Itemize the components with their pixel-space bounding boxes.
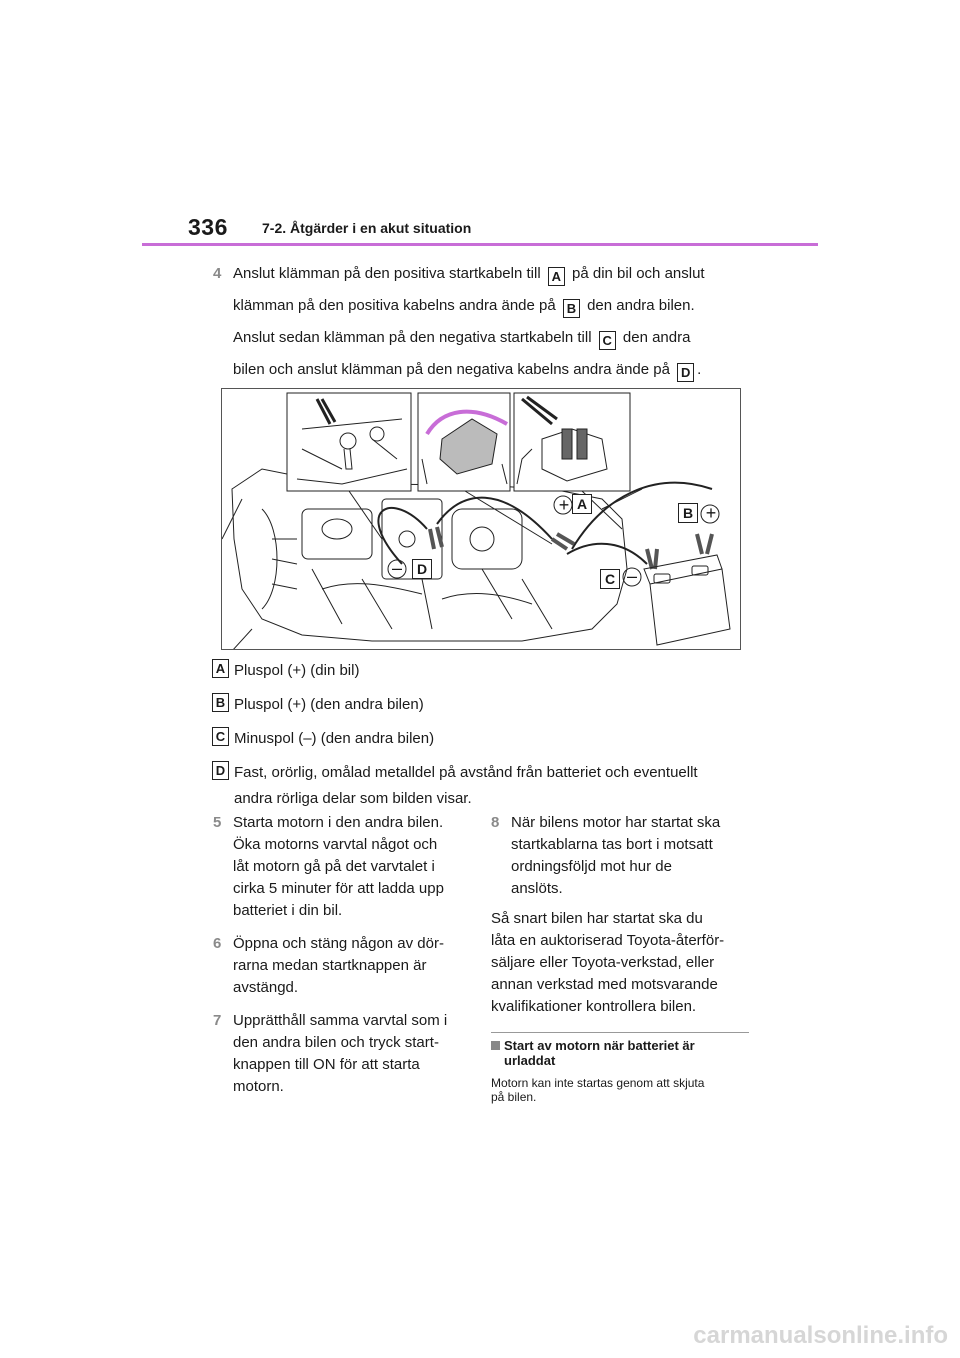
- step-number: 4: [213, 265, 222, 282]
- inspection-paragraph: Så snart bilen har startat ska du låta en auktoriserad Toyota-återför- säljare eller Toyota-verkstad, eller annan verkstad med motsvarande kvalifikationer kontrollera bilen.: [491, 910, 725, 1015]
- badge-c: C: [599, 331, 616, 350]
- section-title: 7-2. Åtgärder i en akut situation: [262, 220, 472, 236]
- right-column: [491, 812, 761, 911]
- legend-b: B Pluspol (+) (den andra bilen): [212, 692, 772, 718]
- step-5: 5 Starta motorn i den andra bilen. Öka motorns varvtal något och låt motorn gå på det varvtalet i cirka 5 minuter för att ladda upp batteriet i din bil.: [213, 814, 444, 919]
- minus-symbol-c: –: [626, 566, 637, 586]
- step-7: 7 Upprätthåll samma varvtal som i den andra bilen och tryck start- knappen till ON för att starta motorn.: [213, 1012, 448, 1095]
- jump-start-illustration: [221, 388, 741, 650]
- figure-badge-b: B: [678, 503, 698, 523]
- badge-b: B: [212, 693, 229, 712]
- badge-a: A: [212, 659, 229, 678]
- badge-d: D: [212, 761, 229, 780]
- badge-a: A: [548, 267, 565, 286]
- figure-badge-a: A: [572, 494, 592, 514]
- figure-badge-d: D: [412, 559, 432, 579]
- step-8: 8 När bilens motor har startat ska startkablarna tas bort i motsatt ordningsföljd mot hur de anslöts.: [491, 814, 721, 897]
- square-bullet-icon: [491, 1041, 500, 1050]
- badge-b: B: [563, 299, 580, 318]
- watermark: carmanualsonline.info: [693, 1322, 948, 1349]
- badge-c: C: [212, 727, 229, 746]
- legend-d: D Fast, orörlig, omålad metalldel på avstånd från batteriet och eventuellt andra rörliga delar som bilden visar.: [212, 760, 772, 812]
- step-4-line-4: bilen och anslut klämman på den negativa kabelns andra ände på D .: [233, 361, 702, 380]
- note-heading: Start av motorn när batteriet är urladdat: [491, 1038, 753, 1068]
- figure-badge-c: C: [600, 569, 620, 589]
- step-6: 6 Öppna och stäng någon av dör- rarna medan startknappen är avstängd.: [213, 935, 444, 996]
- header-rule: [142, 243, 818, 246]
- badge-d: D: [677, 363, 694, 382]
- plus-symbol-a: +: [558, 495, 570, 515]
- legend-c: C Minuspol (–) (den andra bilen): [212, 726, 772, 752]
- plus-symbol-b: +: [705, 503, 717, 523]
- step-4: [213, 258, 773, 386]
- left-column: [213, 812, 483, 1109]
- minus-symbol-d: –: [391, 558, 402, 578]
- note-body: Motorn kan inte startas genom att skjuta på bilen.: [491, 1076, 705, 1104]
- legend-a: A Pluspol (+) (din bil): [212, 658, 772, 684]
- note-divider: [491, 1032, 749, 1033]
- step-4-line-3: Anslut sedan klämman på den negativa startkabeln till C den andra: [233, 329, 691, 348]
- step-4-line-1: Anslut klämman på den positiva startkabeln till A på din bil och anslut: [233, 265, 705, 284]
- step-4-line-2: klämman på den positiva kabelns andra ände på B den andra bilen.: [233, 297, 695, 316]
- page-number: 336: [188, 214, 228, 240]
